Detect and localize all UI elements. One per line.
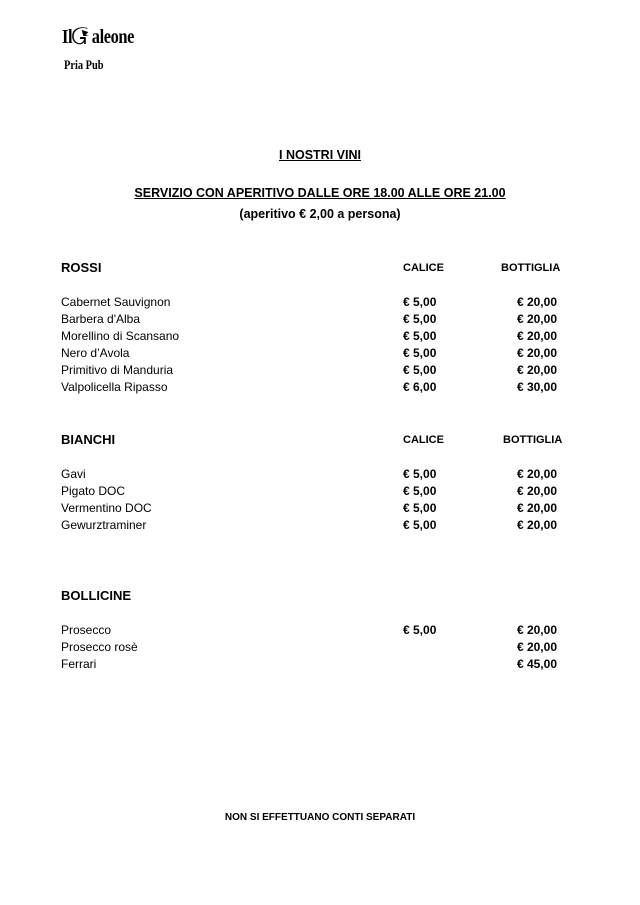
wine-name: Valpolicella Ripasso	[61, 380, 168, 394]
wine-row	[0, 623, 640, 640]
wine-name: Gewurztraminer	[61, 518, 147, 532]
wine-row	[0, 312, 640, 329]
glass-price: € 5,00	[403, 363, 437, 377]
service-heading: SERVIZIO CON APERITIVO DALLE ORE 18.00 ALLE ORE 21.00	[134, 186, 506, 200]
bottle-price: € 20,00	[516, 312, 557, 326]
wine-row	[0, 329, 640, 346]
wine-name: Vermentino DOC	[61, 501, 152, 515]
logo-name-prefix: Il	[62, 26, 73, 48]
bottle-price: € 20,00	[516, 329, 557, 343]
wine-row	[0, 346, 640, 363]
glass-price: € 5,00	[403, 312, 437, 326]
column-header-bottiglia: BOTTIGLIA	[501, 262, 561, 274]
wine-name: Morellino di Scansano	[61, 329, 180, 343]
bottle-price: € 45,00	[516, 657, 557, 671]
glass-price: € 5,00	[403, 467, 437, 481]
wine-name: Prosecco rosè	[61, 640, 138, 654]
aperitivo-note: (aperitivo € 2,00 a persona)	[239, 207, 401, 221]
glass-price: € 5,00	[403, 295, 437, 309]
bottle-price: € 20,00	[516, 295, 557, 309]
footer-note: NON SI EFFETTUANO CONTI SEPARATI	[224, 812, 416, 823]
glass-price: € 5,00	[403, 329, 437, 343]
logo-subtitle: Pria Pub	[64, 57, 104, 72]
glass-price: € 5,00	[403, 346, 437, 360]
wine-row	[0, 484, 640, 501]
glass-price: € 5,00	[403, 501, 437, 515]
wine-row	[0, 295, 640, 312]
wine-row	[0, 380, 640, 397]
wine-name: Barbera d'Alba	[61, 312, 141, 326]
wine-row	[0, 467, 640, 484]
wine-name: Cabernet Sauvignon	[61, 295, 171, 309]
column-header-calice: CALICE	[403, 434, 444, 446]
wine-name: Ferrari	[61, 657, 97, 671]
section-title-bianchi: BIANCHI	[61, 432, 116, 447]
bottle-price: € 30,00	[516, 380, 557, 394]
wine-name: Pigato DOC	[61, 484, 126, 498]
wine-name: Gavi	[61, 467, 86, 481]
glass-price: € 5,00	[403, 518, 437, 532]
wine-row	[0, 363, 640, 380]
section-title-bollicine: BOLLICINE	[61, 588, 132, 603]
galleon-icon	[72, 27, 92, 45]
logo-name-suffix: aleone	[91, 26, 134, 48]
wine-row	[0, 518, 640, 535]
glass-price: € 5,00	[403, 484, 437, 498]
wine-name: Nero d’Avola	[61, 346, 130, 360]
column-header-calice: CALICE	[403, 262, 444, 274]
bottle-price: € 20,00	[516, 467, 557, 481]
bottle-price: € 20,00	[516, 640, 557, 654]
page-title: I NOSTRI VINI	[279, 148, 361, 162]
glass-price: € 6,00	[403, 380, 437, 394]
glass-price: € 5,00	[403, 623, 437, 637]
logo	[62, 26, 172, 80]
bottle-price: € 20,00	[516, 484, 557, 498]
wine-row	[0, 640, 640, 657]
bottle-price: € 20,00	[516, 623, 557, 637]
section-title-rossi: ROSSI	[61, 260, 102, 275]
bottle-price: € 20,00	[516, 346, 557, 360]
bottle-price: € 20,00	[516, 363, 557, 377]
wine-name: Primitivo di Manduria	[61, 363, 174, 377]
wine-row	[0, 501, 640, 518]
logo-name	[62, 26, 134, 49]
bottle-price: € 20,00	[516, 501, 557, 515]
wine-name: Prosecco	[61, 623, 112, 637]
bottle-price: € 20,00	[516, 518, 557, 532]
column-header-bottiglia: BOTTIGLIA	[503, 434, 563, 446]
wine-row	[0, 657, 640, 674]
